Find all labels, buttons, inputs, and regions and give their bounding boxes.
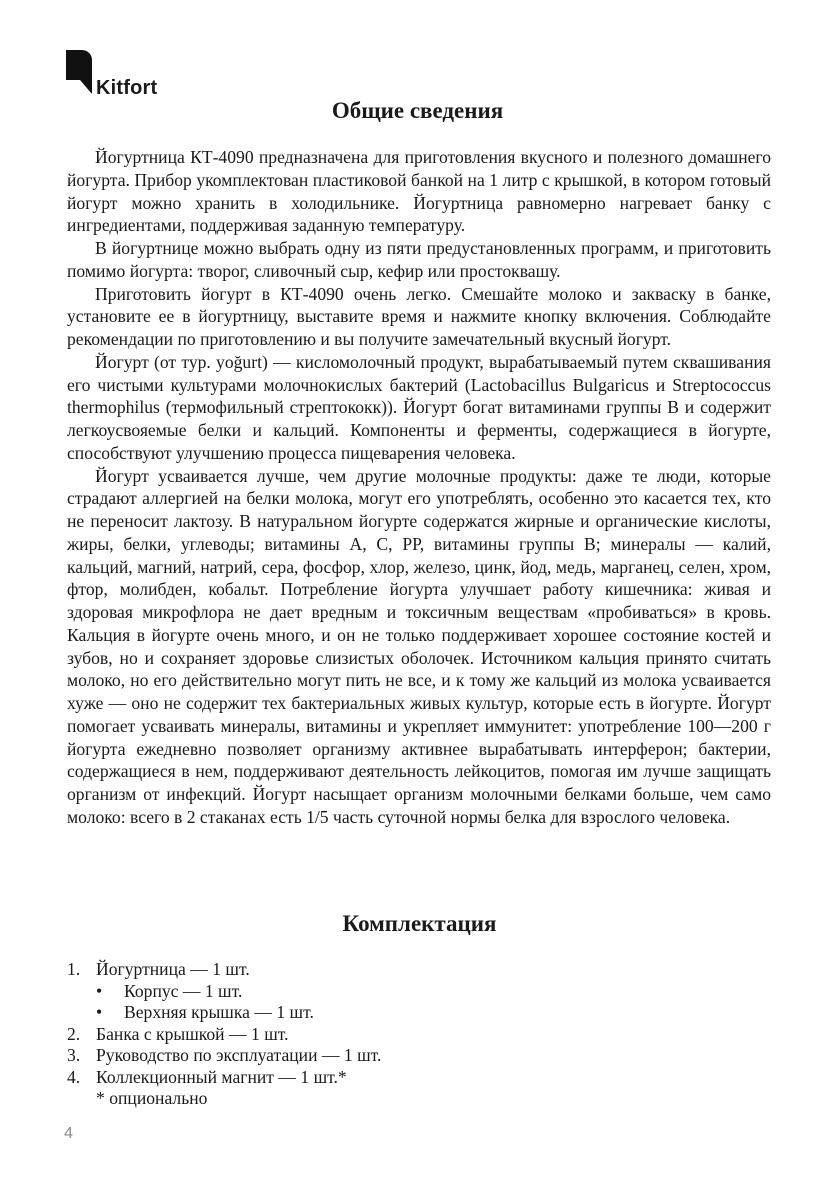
list-item-number: 1.: [67, 959, 81, 979]
page-number: 4: [64, 1125, 73, 1142]
sub-list-item: [67, 981, 771, 1003]
paragraph: Йогурт усваивается лучше, чем другие молочные продукты: даже те люди, которые страдают аллергией на белки молока, могут его употреблять, особенно это касается тех, кто не переносит лактозу. В натуральном йогурте содержатся жирные и органические кислоты, жиры, белки, углеводы; витамины А, С, РР, витамины группы В; минералы — калий, кальций, магний, натрий, сера, фосфор, хлор, железо, цинк, йод, медь, марганец, селен, хром, фтор, молибден, кобальт. Потребление йогурта улучшает работу кишечника: живая и здоровая микрофлора не дает вредным и токсичным веществам «пробиваться» в кровь. Кальция в йогурте очень много, и он не только поддерживает хорошее состояние костей и зубов, но и сохраняет здоровье слизистых оболочек. Источником кальция принято считать молоко, но его действительно могут пить не все, и к тому же кальций из молока усваивается хуже — оно не содержит тех бактериальных живых культур, которые есть в йогурте. Йогурт помогает усваивать минералы, витамины и укрепляет иммунитет: употребление 100—200 г йогурта ежедневно позволяет организму активнее вырабатывать интерферон; бактерии, содержащиеся в нем, поддерживают деятельность лейкоцитов, помогая им лучше защищать организм от инфекций. Йогурт насыщает организм молочными белками больше, чем само молоко: всего в 2 стаканах есть 1/5 часть суточной нормы белка для взрослого человека.: [67, 465, 771, 827]
sub-list-item-text: Корпус — 1 шт.: [124, 980, 243, 1001]
kitfort-logo: [66, 50, 176, 100]
bullet: •: [96, 980, 103, 1001]
list-item: [67, 1045, 771, 1067]
list-item: [67, 1067, 771, 1089]
list-item: [67, 959, 771, 981]
list-item-text: Руководство по эксплуатации — 1 шт.: [96, 1045, 382, 1065]
paragraph: Приготовить йогурт в КТ-4090 очень легко. Смешайте молоко и закваску в банке, установите ее в йогуртницу, выставите время и нажмите кнопку включения. Соблюдайте рекомендации по приготовлению и вы получите замечательный вкусный йогурт.: [67, 283, 771, 349]
sub-list-item: [67, 1002, 771, 1024]
section-title-general-info: Общие сведения: [331, 98, 504, 123]
sub-list-item-text: Верхняя крышка — 1 шт.: [124, 1002, 314, 1022]
list-item-text: Йогуртница — 1 шт.: [96, 959, 250, 979]
list-item-number: 2.: [67, 1023, 81, 1044]
list-item-text: Банка с крышкой — 1 шт.: [96, 1023, 289, 1044]
paragraph: Йогурт (от тур. yoğurt) — кисломолочный продукт, вырабатываемый путем сквашивания его чистыми культурами молочнокислых бактерий (Lactobacillus Bulgaricus и Streptococcus thermophilus (термофильный стрептококк)). Йогурт богат витаминами группы В и содержит легкоусвояемые белки и кальций. Компоненты и ферменты, содержащиеся в йогурте, способствуют улучшению процесса пищеварения человека.: [67, 351, 771, 463]
kitfort-logo-mark-icon: [66, 50, 92, 94]
list-item-number: 3.: [67, 1045, 81, 1065]
footnote: [67, 1088, 771, 1110]
paragraph: Йогуртница КТ-4090 предназначена для приготовления вкусного и полезного домашнего йогурта. Прибор укомплектован пластиковой банкой на 1 литр с крышкой, в котором готовый йогурт можно хранить в холодильнике. Йогуртница равномерно нагревает банку с ингредиентами, поддерживая заданную температуру.: [67, 147, 771, 236]
footnote-text: * опционально: [96, 1088, 208, 1108]
list-item: [67, 1024, 771, 1046]
list-item-number: 4.: [67, 1066, 81, 1087]
bullet: •: [96, 1002, 103, 1022]
list-item-text: Коллекционный магнит — 1 шт.*: [96, 1066, 347, 1087]
paragraph: В йогуртнице можно выбрать одну из пяти предустановленных программ, и приготовить помимо йогурта: творог, сливочный сыр, кефир или простоквашу.: [67, 238, 771, 281]
package-contents-list: [67, 959, 771, 1110]
section-title-package-contents: Комплектация: [342, 911, 497, 936]
logo-text: Kitfort: [96, 77, 158, 99]
general-info-body: [67, 146, 771, 829]
